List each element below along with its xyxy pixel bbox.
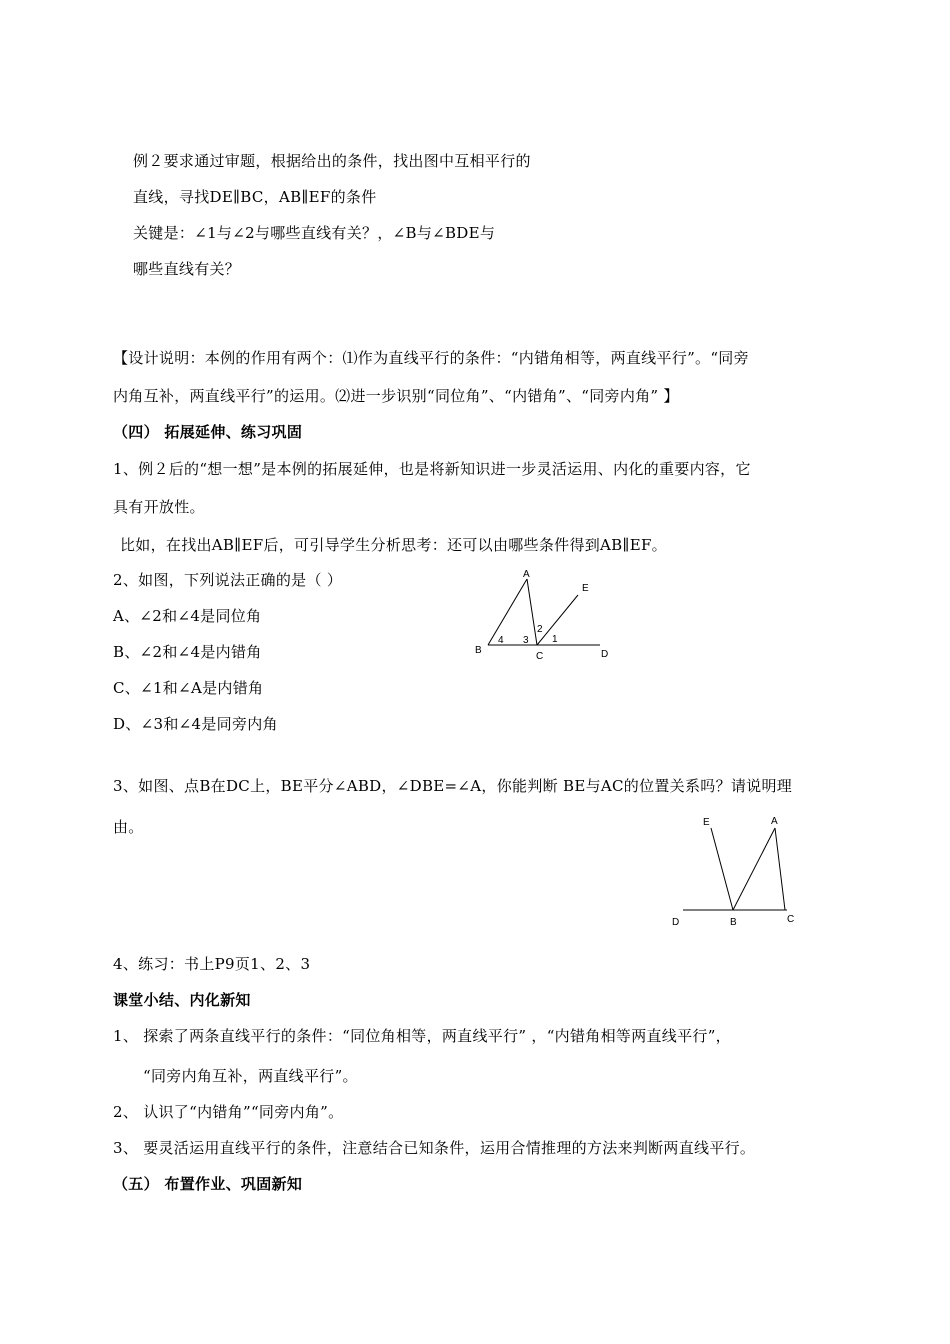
- summary-item1-line2: “同旁内角互补，两直线平行”。: [143, 1067, 358, 1085]
- section4-item1-example: 比如，在找出AB∥EF后，可引导学生分析思考：还可以由哪些条件得到AB∥EF。: [120, 536, 667, 554]
- intro-line-2: 直线，寻找DE∥BC，AB∥EF的条件: [133, 188, 377, 206]
- section4-item4: 4、练习：书上P9页1、2、3: [113, 955, 311, 973]
- label-b: B: [475, 645, 482, 656]
- intro-line-1: 例２要求通过审题，根据给出的条件，找出图中互相平行的: [133, 152, 531, 170]
- angle-3: 3: [523, 635, 529, 646]
- option-c: C、∠1和∠A是内错角: [113, 679, 264, 697]
- line-be: [711, 828, 733, 910]
- option-d: D、∠3和∠4是同旁内角: [113, 715, 278, 733]
- option-a: A、∠2和∠4是同位角: [113, 607, 262, 625]
- design-note-line-2: 内角互补，两直线平行”的运用。⑵进一步识别“同位角”、“内错角”、“同旁内角” 】: [113, 387, 679, 405]
- section4-item1-line2: 具有开放性。: [113, 498, 205, 516]
- label-e: E: [703, 817, 710, 828]
- summary-item3: 3、 要灵活运用直线平行的条件，注意结合已知条件，运用合情推理的方法来判断两直线平行。: [113, 1139, 756, 1157]
- design-note-line-1: 【设计说明：本例的作用有两个：⑴作为直线平行的条件：“内错角相等，两直线平行”。“同旁: [113, 349, 749, 367]
- angle-1: 1: [552, 634, 558, 645]
- label-a: A: [523, 569, 530, 580]
- section4-item3-line1: 3、如图、点B在DC上，BE平分∠ABD，∠DBE=∠A，你能判断 BE与AC的位置关系吗？请说明理: [113, 777, 793, 795]
- label-d: D: [601, 649, 609, 660]
- section4-heading: （四） 拓展延伸、练习巩固: [113, 423, 303, 441]
- section5-heading: （五） 布置作业、巩固新知: [113, 1175, 303, 1193]
- label-c: C: [536, 651, 544, 662]
- intro-line-4: 哪些直线有关？: [133, 260, 241, 278]
- summary-item1-line1: 1、 探索了两条直线平行的条件：“同位角相等，两直线平行” ，“内错角相等两直线平行”，: [113, 1027, 731, 1045]
- angle-4: 4: [498, 635, 504, 646]
- intro-line-3: 关键是：∠1与∠2与哪些直线有关？，∠B与∠BDE与: [133, 224, 496, 242]
- summary-item2: 2、 认识了“内错角”“同旁内角”。: [113, 1103, 344, 1121]
- summary-heading: 课堂小结、内化新知: [113, 991, 251, 1009]
- label-b: B: [730, 917, 737, 928]
- figure-be-ac: [665, 810, 805, 930]
- option-b: B、∠2和∠4是内错角: [113, 643, 262, 661]
- label-c: C: [787, 914, 795, 925]
- section4-item3-line2: 由。: [113, 818, 144, 836]
- figure-triangle-abc: [470, 565, 620, 665]
- angle-2: 2: [537, 624, 543, 635]
- label-a: A: [771, 816, 778, 827]
- line-ab: [488, 579, 527, 645]
- section4-item2-question: 2、如图，下列说法正确的是（ ）: [113, 571, 343, 589]
- section4-item1-line1: 1、例２后的“想一想”是本例的拓展延伸，也是将新知识进一步灵活运用、内化的重要内容，它: [113, 460, 751, 478]
- line-ba: [733, 828, 775, 910]
- label-e: E: [582, 583, 589, 594]
- line-ac: [775, 828, 785, 910]
- label-d: D: [672, 917, 680, 928]
